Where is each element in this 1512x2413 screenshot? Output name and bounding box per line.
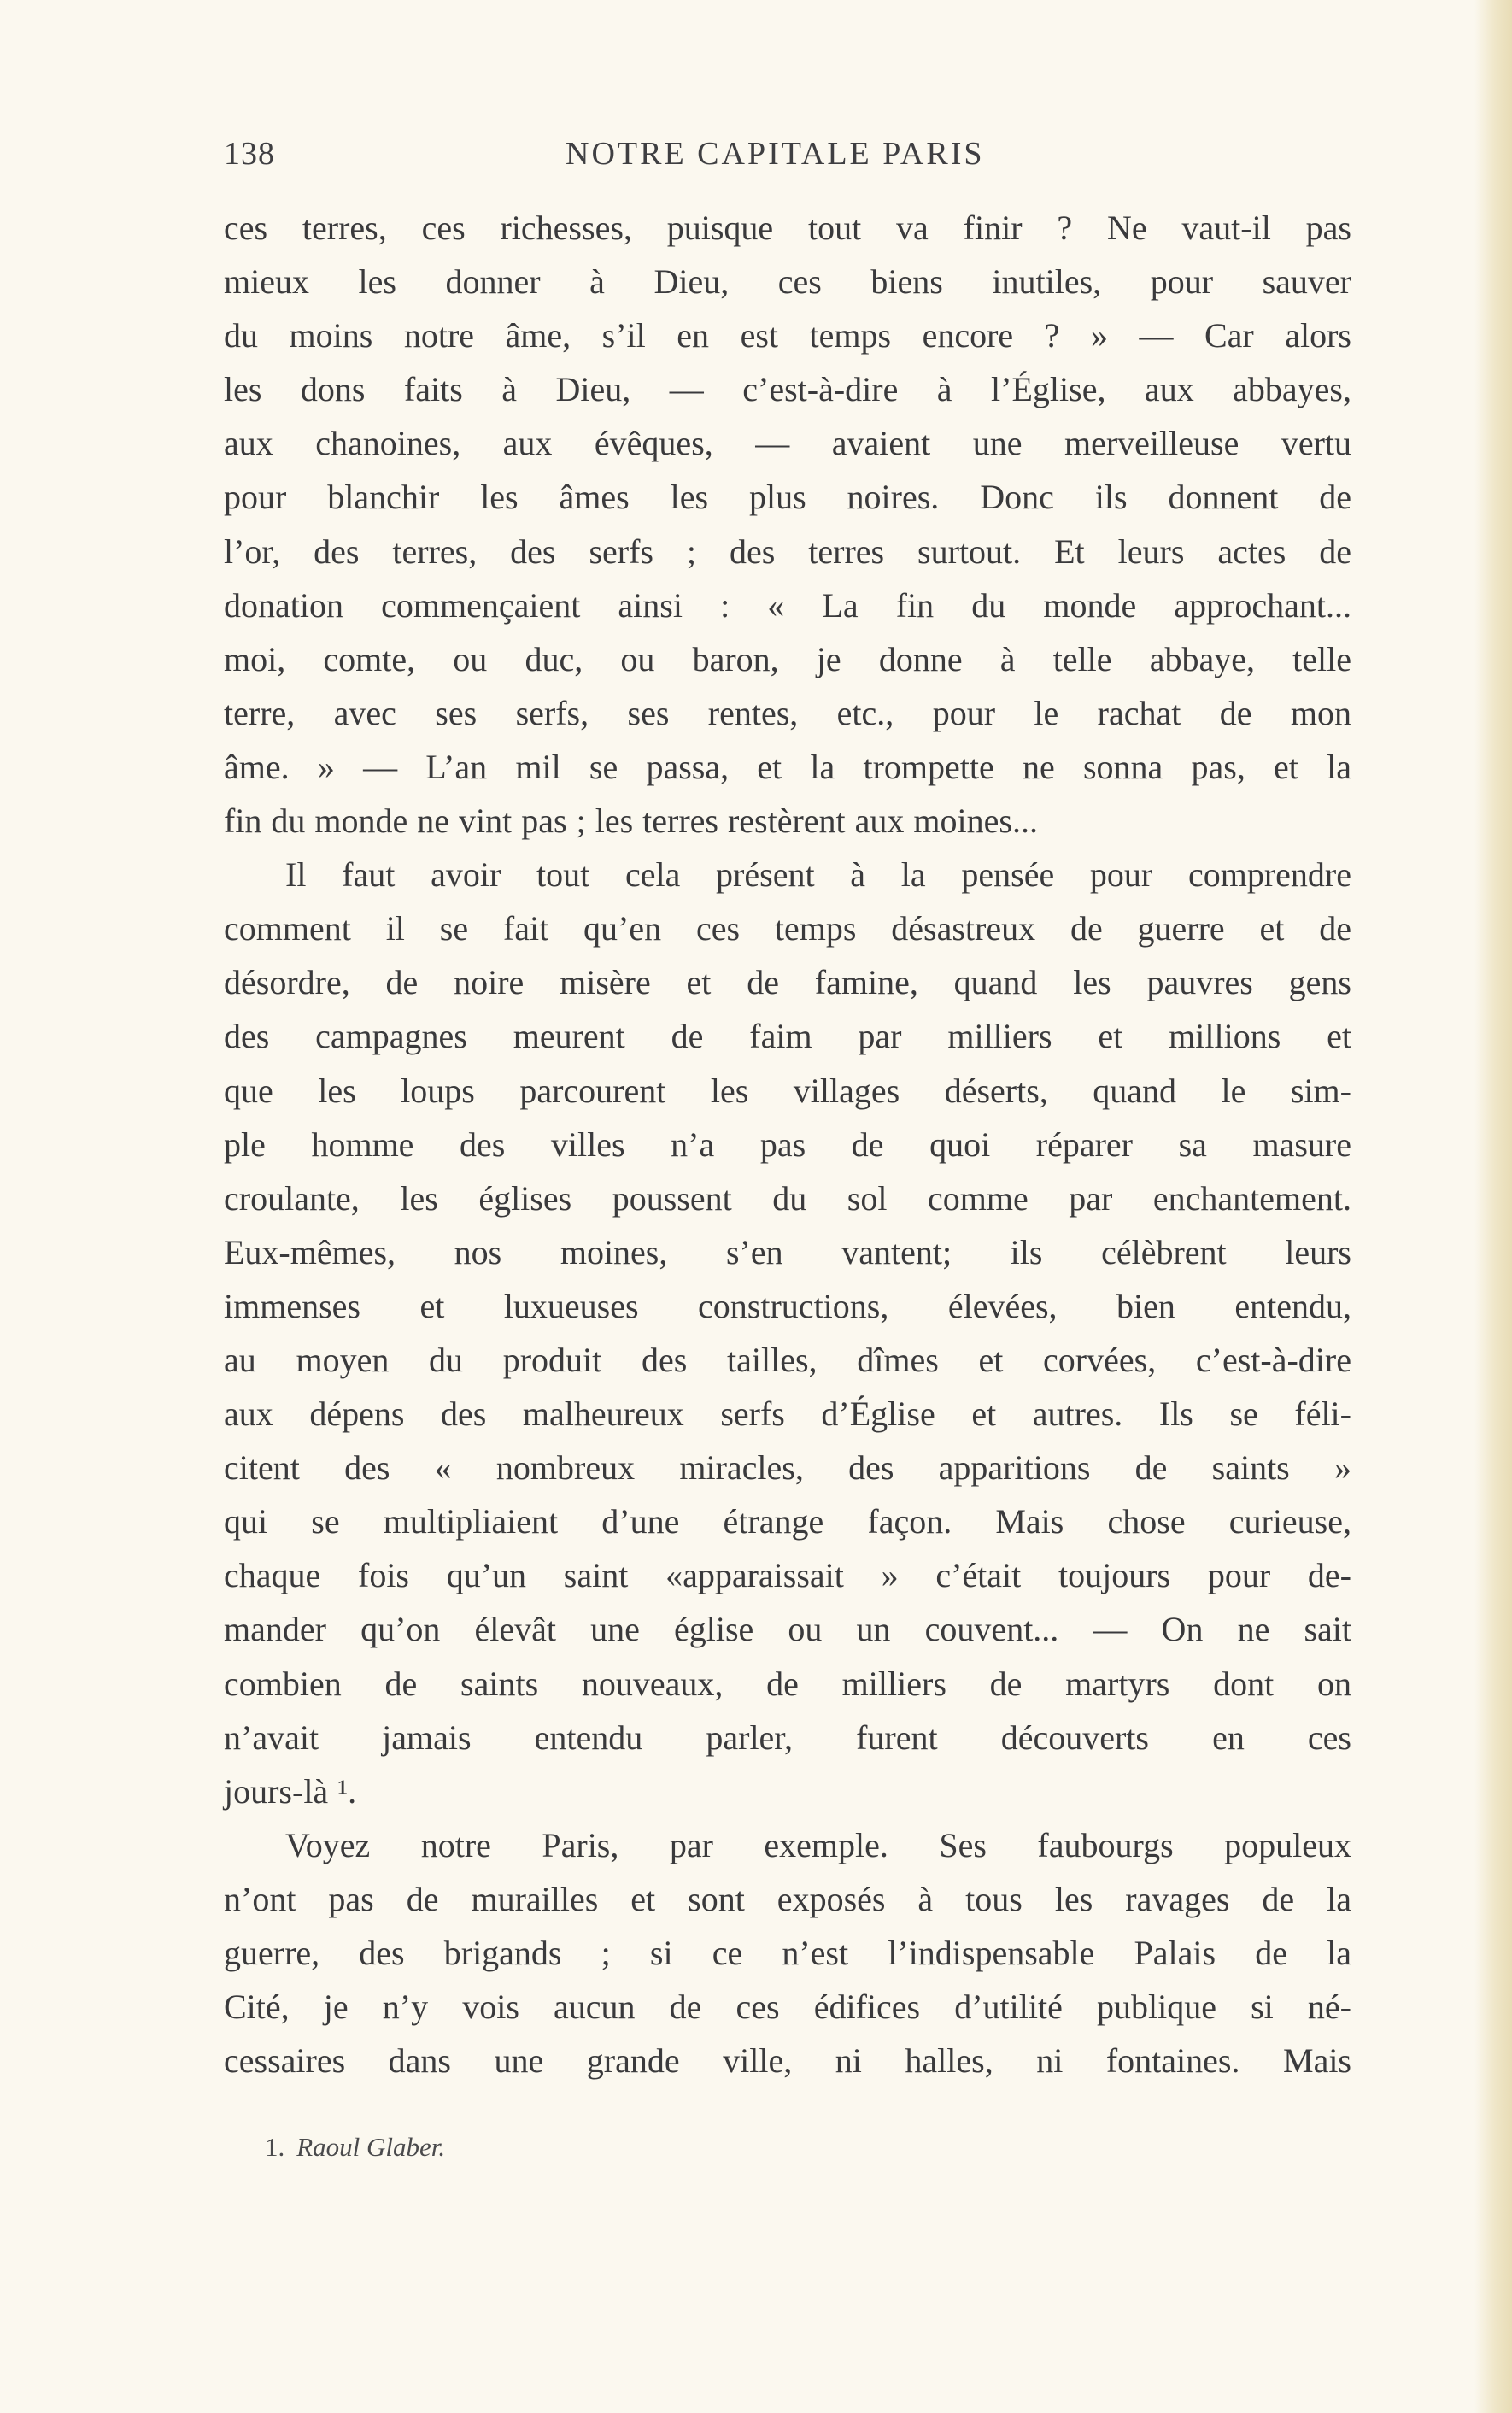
footnote	[265, 2132, 445, 2163]
text-line: qui se multipliaient d’une étrange façon. Mais chose curieuse,	[224, 1502, 1351, 1541]
footnote-marker: 1.	[265, 2132, 285, 2162]
text-line: moi, comte, ou duc, ou baron, je donne à telle abbaye, telle	[224, 639, 1351, 678]
text-line: aux dépens des malheureux serfs d’Église et autres. Ils se féli-	[224, 1394, 1351, 1434]
page-header	[224, 135, 1351, 178]
text-line: combien de saints nouveaux, de milliers de martyrs dont on	[224, 1664, 1351, 1703]
page-edge-shadow	[1474, 0, 1512, 2413]
text-line: Eux-mêmes, nos moines, s’en vantent; ils célèbrent leurs	[224, 1232, 1351, 1271]
text-line: comment il se fait qu’en ces temps désastreux de guerre et de	[224, 909, 1351, 948]
text-line: désordre, de noire misère et de famine, quand les pauvres gens	[224, 963, 1351, 1002]
text-line: chaque fois qu’un saint «apparaissait » c’était toujours pour de-	[224, 1556, 1351, 1595]
text-line: aux chanoines, aux évêques, — avaient une merveilleuse vertu	[224, 424, 1351, 463]
text-line: n’ont pas de murailles et sont exposés à tous les ravages de la	[224, 1879, 1351, 1918]
running-title: NOTRE CAPITALE PARIS	[566, 136, 985, 172]
text-line: donation commençaient ainsi : « La fin du monde approchant...	[224, 585, 1351, 625]
text-line: au moyen du produit des tailles, dîmes et corvées, c’est-à-dire	[224, 1340, 1351, 1379]
text-line: Cité, je n’y vois aucun de ces édifices d’utilité publique si né-	[224, 1987, 1351, 2027]
text-line: l’or, des terres, des serfs ; des terres surtout. Et leurs actes de	[224, 531, 1351, 571]
page-number: 138	[224, 136, 275, 172]
text-line: des campagnes meurent de faim par milliers et millions et	[224, 1017, 1351, 1056]
text-line: Il faut avoir tout cela présent à la pensée pour comprendre	[285, 855, 1351, 895]
text-line: fin du monde ne vint pas ; les terres restèrent aux moines...	[224, 801, 1038, 841]
text-line: citent des « nombreux miracles, des apparitions de saints »	[224, 1448, 1351, 1488]
text-line: ces terres, ces richesses, puisque tout va finir ? Ne vaut-il pas	[224, 208, 1351, 247]
text-line: guerre, des brigands ; si ce n’est l’indispensable Palais de la	[224, 1934, 1351, 1972]
text-line: croulante, les églises poussent du sol comme par enchantement.	[224, 1178, 1351, 1218]
text-line: n’avait jamais entendu parler, furent découverts en ces	[224, 1717, 1351, 1757]
text-line: pour blanchir les âmes les plus noires. Donc ils donnent de	[224, 478, 1351, 517]
footnote-text: Raoul Glaber.	[296, 2132, 446, 2162]
text-line: immenses et luxueuses constructions, élevées, bien entendu,	[224, 1286, 1351, 1325]
text-line: mieux les donner à Dieu, ces biens inutiles, pour sauver	[224, 262, 1351, 302]
text-line: ple homme des villes n’a pas de quoi réparer sa masure	[224, 1124, 1351, 1164]
text-line: du moins notre âme, s’il en est temps encore ? » — Car alors	[224, 316, 1351, 355]
text-line: que les loups parcourent les villages déserts, quand le sim-	[224, 1071, 1351, 1110]
text-line: jours-là ¹.	[224, 1771, 357, 1811]
text-line: cessaires dans une grande ville, ni halles, ni fontaines. Mais	[224, 2041, 1351, 2081]
text-line: les dons faits à Dieu, — c’est-à-dire à l’Église, aux abbayes,	[224, 370, 1351, 409]
text-line: mander qu’on élevât une église ou un couvent... — On ne sait	[224, 1610, 1351, 1649]
text-line: terre, avec ses serfs, ses rentes, etc., pour le rachat de mon	[224, 693, 1351, 732]
body-text	[224, 201, 1351, 2087]
text-line: âme. » — L’an mil se passa, et la trompette ne sonna pas, et la	[224, 747, 1351, 786]
text-line: Voyez notre Paris, par exemple. Ses faubourgs populeux	[285, 1825, 1351, 1864]
